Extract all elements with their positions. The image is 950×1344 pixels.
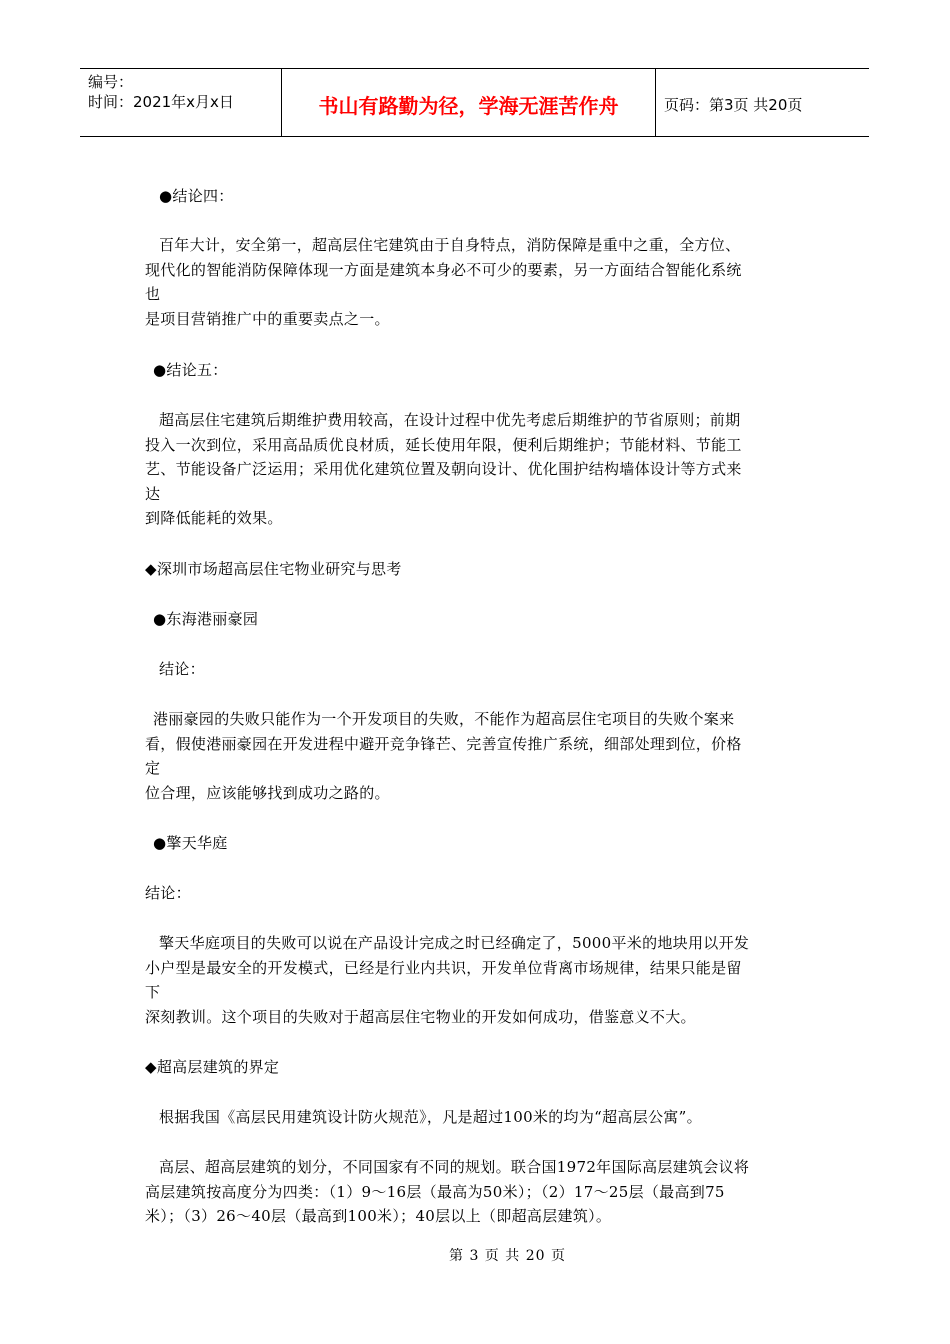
header-meta (80, 69, 282, 136)
header-page-info: 页码：第3页 共20页 (664, 96, 803, 114)
paragraph: 港丽豪园的失败只能作为一个开发项目的失败，不能作为超高层住宅项目的失败个案来 看，假使港丽豪园在开发进程中避开竞争锋芒、完善宣传推广系统，细部处理到位，价格 定 位合理，应该能够找到成功之路的。 (145, 710, 742, 802)
document-date-label: 时间：2021年x月x日 (88, 93, 234, 111)
document-number-label: 编号： (88, 73, 134, 91)
paragraph: 擎天华庭项目的失败可以说在产品设计完成之时已经确定了，5000平米的地块用以开发 小户型是最安全的开发模式，已经是行业内共识，开发单位背离市场规律，结果只能是留 下 深刻教训。这个项目的失败对于超高层住宅物业的开发如何成功，借鉴意义不大。 (145, 934, 750, 1026)
section-heading-shenzhen-market: ◆深圳市场超高层住宅物业研究与思考 (145, 560, 402, 578)
paragraph: 高层、超高层建筑的划分，不同国家有不同的规划。联合国1972年国际高层建筑会议将 高层建筑按高度分为四类：（1）9～16层（最高为50米）；（2）17～25层（最高到75 米）；（3）26～40层（最高到100米）；40层以上（即超高层建筑）。 (145, 1158, 750, 1225)
conclusion-label: 结论： (159, 660, 205, 678)
paragraph: 百年大计，安全第一，超高层住宅建筑由于自身特点，消防保障是重中之重，全方位、 现代化的智能消防保障体现一方面是建筑本身必不可少的要素，另一方面结合智能化系统 也 是项目营销推广中的重要卖点之一。 (145, 236, 742, 328)
heading-conclusion-4: ●结论四： (159, 187, 234, 205)
page-header (80, 68, 869, 137)
page-footer: 第 3 页 共 20 页 (449, 1248, 566, 1264)
section-heading-super-highrise-definition: ◆超高层建筑的界定 (145, 1058, 280, 1076)
heading-conclusion-5: ●结论五： (153, 361, 228, 379)
paragraph: 超高层住宅建筑后期维护费用较高，在设计过程中优先考虑后期维护的节省原则；前期 投入一次到位，采用高品质优良材质，延长使用年限，便利后期维护；节能材料、节能工 艺、节能设备广泛运用；采用优化建筑位置及朝向设计、优化围护结构墙体设计等方式来 达 到降低能耗的效果。 (145, 411, 742, 527)
conclusion-label: 结论： (145, 884, 191, 902)
header-motto: 书山有路勤为径，学海无涯苦作舟 (282, 69, 656, 136)
paragraph: 根据我国《高层民用建筑设计防火规范》，凡是超过100米的均为“超高层公寓”。 (159, 1108, 702, 1126)
heading-qingtian-huating: ●擎天华庭 (153, 834, 228, 852)
heading-donghai-gangli: ●东海港丽豪园 (153, 610, 259, 628)
